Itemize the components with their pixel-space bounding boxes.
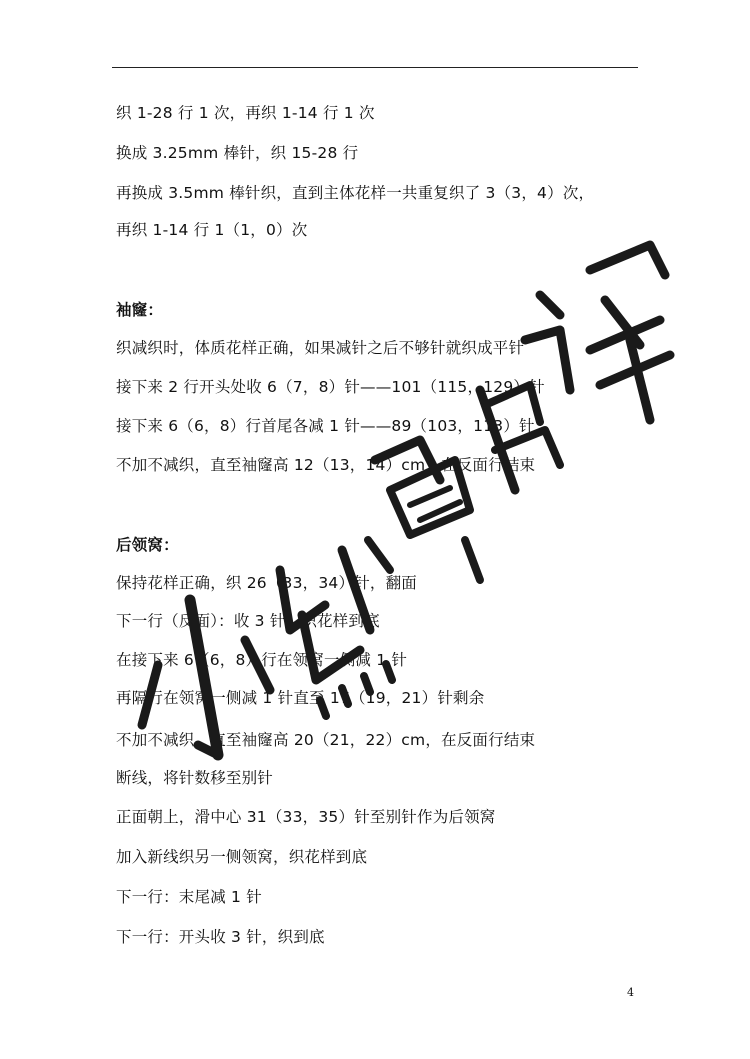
text-line: 加入新线织另一侧领窝，织花样到底 xyxy=(116,848,368,866)
text-line: 断线，将针数移至别针 xyxy=(116,769,274,787)
section-heading-back-neck: 后领窝： xyxy=(116,536,179,554)
text-line: 下一行（反面）：收 3 针，织花样到底 xyxy=(116,612,380,630)
text-line: 不加不减织，直至袖窿高 20（21，22）cm，在反面行结束 xyxy=(116,731,536,749)
text-line: 织 1-28 行 1 次，再织 1-14 行 1 次 xyxy=(116,104,375,122)
text-line: 下一行：开头收 3 针，织到底 xyxy=(116,928,325,946)
text-line: 再织 1-14 行 1（1，0）次 xyxy=(116,221,308,239)
page-number: 4 xyxy=(627,986,634,999)
text-line: 下一行：末尾减 1 针 xyxy=(116,888,262,906)
text-line: 在接下来 6（6，8）行在领窝一侧减 1 针 xyxy=(116,651,408,669)
text-line: 织减织时，体质花样正确，如果减针之后不够针就织成平针 xyxy=(116,339,525,357)
text-line: 再隔行在领窝一侧减 1 针直至 17（19，21）针剩余 xyxy=(116,689,485,707)
text-line: 正面朝上，滑中心 31（33，35）针至别针作为后领窝 xyxy=(116,808,496,826)
text-line: 不加不减织，直至袖窿高 12（13，14）cm，在反面行结束 xyxy=(116,456,536,474)
text-line: 接下来 6（6，8）行首尾各减 1 针——89（103，113）针 xyxy=(116,417,535,435)
section-heading-armhole: 袖窿： xyxy=(116,301,164,319)
text-line: 换成 3.25mm 棒针，织 15-28 行 xyxy=(116,144,359,162)
text-line: 接下来 2 行开头处收 6（7，8）针——101（115，129）针 xyxy=(116,378,545,396)
text-line: 保持花样正确，织 26（33，34）针，翻面 xyxy=(116,574,417,592)
header-rule xyxy=(112,67,638,68)
text-line: 再换成 3.5mm 棒针织，直到主体花样一共重复织了 3（3，4）次， xyxy=(116,184,595,202)
